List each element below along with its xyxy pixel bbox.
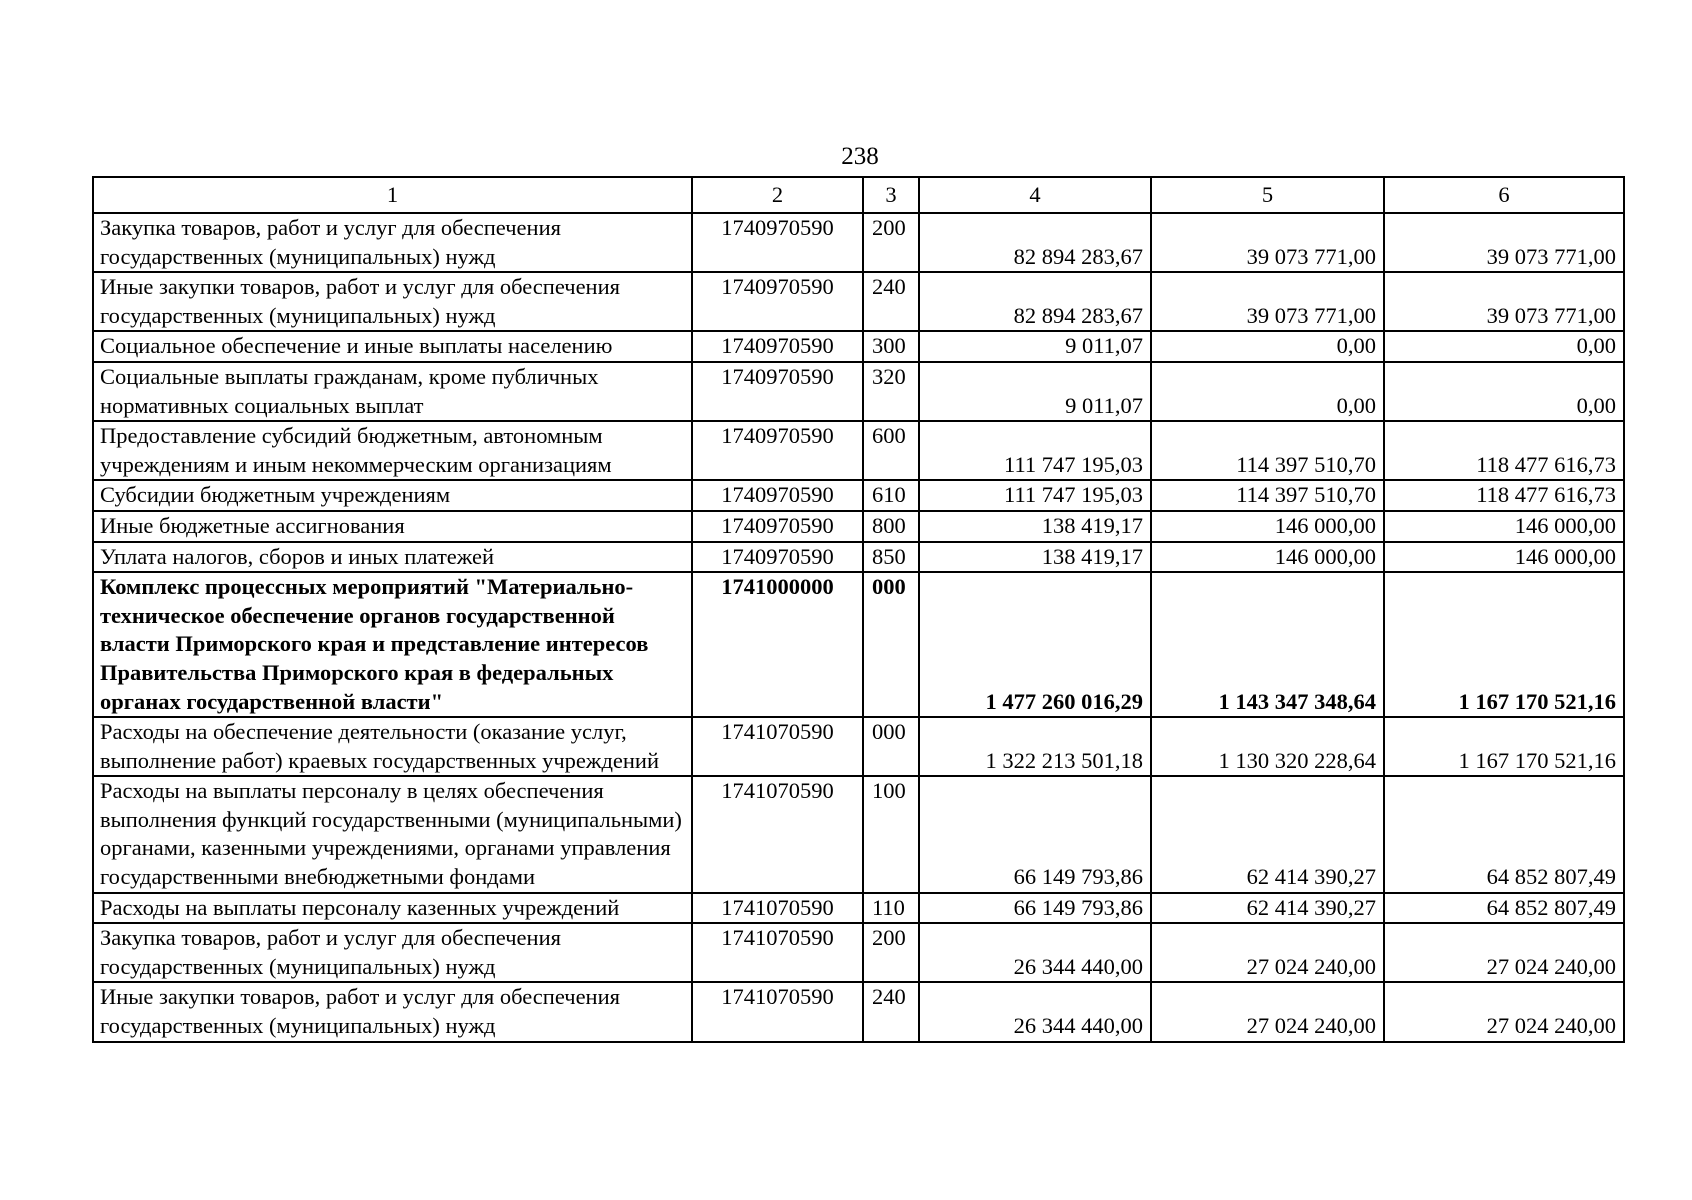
expense-name-cell: Предоставление субсидий бюджетным, автономным учреждениям и иным некоммерческим организациям — [93, 421, 692, 480]
amount-col6-cell: 146 000,00 — [1384, 542, 1624, 573]
target-article-code-cell: 1741070590 — [692, 923, 863, 982]
expense-name-cell: Иные бюджетные ассигнования — [93, 511, 692, 542]
target-article-code-cell: 1740970590 — [692, 421, 863, 480]
amount-col5-cell: 27 024 240,00 — [1151, 923, 1384, 982]
table-row — [93, 893, 1624, 924]
amount-col4-cell: 1 477 260 016,29 — [919, 572, 1151, 717]
target-article-code-cell: 1740970590 — [692, 272, 863, 331]
expense-type-code-cell: 200 — [863, 213, 919, 272]
amount-col6-cell: 118 477 616,73 — [1384, 421, 1624, 480]
amount-col5-cell: 1 130 320 228,64 — [1151, 717, 1384, 776]
amount-col5-cell: 1 143 347 348,64 — [1151, 572, 1384, 717]
expense-type-code-cell: 600 — [863, 421, 919, 480]
amount-col4-cell: 82 894 283,67 — [919, 272, 1151, 331]
table-row — [93, 776, 1624, 892]
expense-name-cell: Расходы на выплаты персоналу казенных учреждений — [93, 893, 692, 924]
expense-name-cell: Закупка товаров, работ и услуг для обеспечения государственных (муниципальных) нужд — [93, 213, 692, 272]
amount-col4-cell: 9 011,07 — [919, 331, 1151, 362]
amount-col6-cell: 118 477 616,73 — [1384, 480, 1624, 511]
expense-type-code-cell: 850 — [863, 542, 919, 573]
amount-col4-cell: 82 894 283,67 — [919, 213, 1151, 272]
amount-col5-cell: 39 073 771,00 — [1151, 213, 1384, 272]
expense-name-cell: Социальное обеспечение и иные выплаты населению — [93, 331, 692, 362]
expense-name-cell: Иные закупки товаров, работ и услуг для обеспечения государственных (муниципальных) нужд — [93, 272, 692, 331]
expense-type-code-cell: 200 — [863, 923, 919, 982]
table-row — [93, 923, 1624, 982]
page-number: 238 — [841, 143, 879, 170]
target-article-code-cell: 1741070590 — [692, 717, 863, 776]
amount-col5-cell: 62 414 390,27 — [1151, 776, 1384, 892]
target-article-code-cell: 1740970590 — [692, 480, 863, 511]
amount-col4-cell: 66 149 793,86 — [919, 893, 1151, 924]
expense-name-cell: Субсидии бюджетным учреждениям — [93, 480, 692, 511]
table-row — [93, 362, 1624, 421]
table-row — [93, 272, 1624, 331]
amount-col5-cell: 114 397 510,70 — [1151, 421, 1384, 480]
column-header: 6 — [1384, 177, 1624, 213]
table-row — [93, 572, 1624, 717]
amount-col5-cell: 0,00 — [1151, 331, 1384, 362]
table-row — [93, 421, 1624, 480]
expense-type-code-cell: 320 — [863, 362, 919, 421]
amount-col4-cell: 26 344 440,00 — [919, 923, 1151, 982]
amount-col4-cell: 111 747 195,03 — [919, 480, 1151, 511]
amount-col6-cell: 39 073 771,00 — [1384, 213, 1624, 272]
expense-name-cell: Иные закупки товаров, работ и услуг для обеспечения государственных (муниципальных) нужд — [93, 982, 692, 1041]
amount-col6-cell: 27 024 240,00 — [1384, 923, 1624, 982]
expense-type-code-cell: 000 — [863, 572, 919, 717]
amount-col6-cell: 64 852 807,49 — [1384, 893, 1624, 924]
amount-col6-cell: 146 000,00 — [1384, 511, 1624, 542]
target-article-code-cell: 1741070590 — [692, 982, 863, 1041]
amount-col4-cell: 66 149 793,86 — [919, 776, 1151, 892]
column-header: 3 — [863, 177, 919, 213]
expense-name-cell: Социальные выплаты гражданам, кроме публичных нормативных социальных выплат — [93, 362, 692, 421]
expense-type-code-cell: 800 — [863, 511, 919, 542]
amount-col6-cell: 1 167 170 521,16 — [1384, 717, 1624, 776]
amount-col6-cell: 64 852 807,49 — [1384, 776, 1624, 892]
amount-col6-cell: 0,00 — [1384, 362, 1624, 421]
budget-table — [92, 176, 1625, 1043]
amount-col4-cell: 138 419,17 — [919, 542, 1151, 573]
amount-col5-cell: 146 000,00 — [1151, 511, 1384, 542]
target-article-code-cell: 1741000000 — [692, 572, 863, 717]
table-row — [93, 511, 1624, 542]
column-header: 5 — [1151, 177, 1384, 213]
table-row — [93, 331, 1624, 362]
amount-col4-cell: 9 011,07 — [919, 362, 1151, 421]
expense-name-cell: Комплекс процессных мероприятий "Материально-техническое обеспечение органов государственной власти Приморского края и представление интересов Правительства Приморского края в федеральных органах государственной власти" — [93, 572, 692, 717]
expense-type-code-cell: 610 — [863, 480, 919, 511]
amount-col6-cell: 27 024 240,00 — [1384, 982, 1624, 1041]
expense-type-code-cell: 100 — [863, 776, 919, 892]
expense-type-code-cell: 110 — [863, 893, 919, 924]
target-article-code-cell: 1740970590 — [692, 331, 863, 362]
amount-col5-cell: 27 024 240,00 — [1151, 982, 1384, 1041]
expense-type-code-cell: 300 — [863, 331, 919, 362]
table-row — [93, 542, 1624, 573]
table-row — [93, 480, 1624, 511]
column-header: 2 — [692, 177, 863, 213]
expense-type-code-cell: 240 — [863, 272, 919, 331]
target-article-code-cell: 1740970590 — [692, 542, 863, 573]
amount-col4-cell: 26 344 440,00 — [919, 982, 1151, 1041]
expense-name-cell: Расходы на обеспечение деятельности (оказание услуг, выполнение работ) краевых государственных учреждений — [93, 717, 692, 776]
target-article-code-cell: 1740970590 — [692, 213, 863, 272]
amount-col6-cell: 39 073 771,00 — [1384, 272, 1624, 331]
amount-col4-cell: 138 419,17 — [919, 511, 1151, 542]
amount-col5-cell: 114 397 510,70 — [1151, 480, 1384, 511]
target-article-code-cell: 1741070590 — [692, 893, 863, 924]
target-article-code-cell: 1740970590 — [692, 511, 863, 542]
expense-name-cell: Закупка товаров, работ и услуг для обеспечения государственных (муниципальных) нужд — [93, 923, 692, 982]
amount-col5-cell: 0,00 — [1151, 362, 1384, 421]
amount-col6-cell: 1 167 170 521,16 — [1384, 572, 1624, 717]
amount-col5-cell: 62 414 390,27 — [1151, 893, 1384, 924]
column-header: 1 — [93, 177, 692, 213]
table-row — [93, 717, 1624, 776]
target-article-code-cell: 1741070590 — [692, 776, 863, 892]
amount-col4-cell: 1 322 213 501,18 — [919, 717, 1151, 776]
table-row — [93, 982, 1624, 1041]
column-number-row — [93, 177, 1624, 213]
amount-col5-cell: 39 073 771,00 — [1151, 272, 1384, 331]
expense-name-cell: Уплата налогов, сборов и иных платежей — [93, 542, 692, 573]
amount-col5-cell: 146 000,00 — [1151, 542, 1384, 573]
amount-col6-cell: 0,00 — [1384, 331, 1624, 362]
table-row — [93, 213, 1624, 272]
target-article-code-cell: 1740970590 — [692, 362, 863, 421]
amount-col4-cell: 111 747 195,03 — [919, 421, 1151, 480]
expense-type-code-cell: 240 — [863, 982, 919, 1041]
expense-type-code-cell: 000 — [863, 717, 919, 776]
expense-name-cell: Расходы на выплаты персоналу в целях обеспечения выполнения функций государственными (муниципальными) органами, казенными учреждениями, органами управления государственными внебюджетными фондами — [93, 776, 692, 892]
column-header: 4 — [919, 177, 1151, 213]
